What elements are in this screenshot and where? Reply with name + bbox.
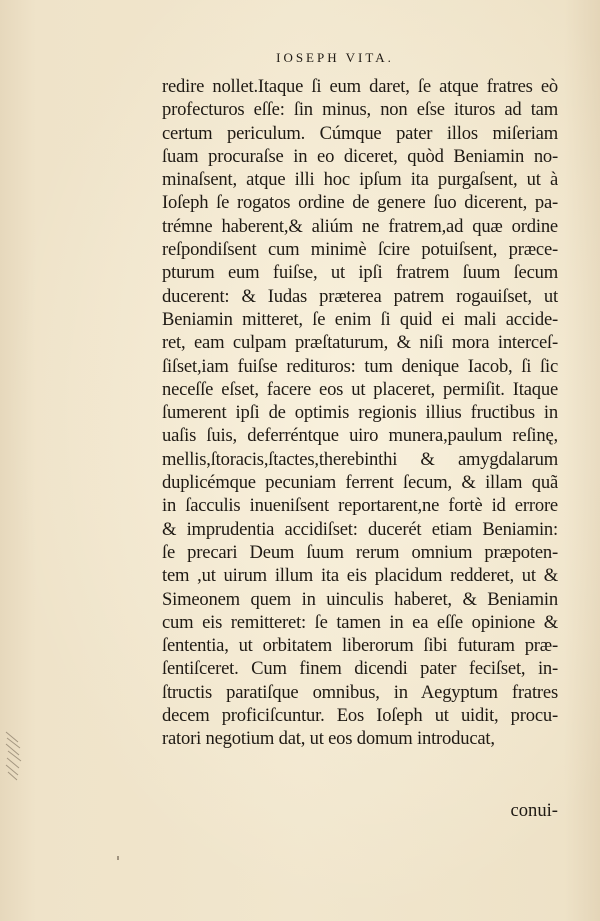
text-line: trémne haberent,& aliúm ne fratrem,ad quæ ordine	[162, 215, 558, 237]
text-line: profecturos eſſe: ſin minus, non eſse ituros ad tam	[162, 99, 558, 121]
text-line: ſuam procuraſse in eo diceret, quòd Beniamin no-	[162, 145, 558, 167]
text-line: ſiſset,iam fuiſse redituros: tum denique Iacob, ſi ſic	[162, 355, 558, 377]
text-line: ſtructis paratiſque omnibus, in Aegyptum fratres	[162, 681, 558, 703]
text-line: ducerent: & Iudas præterea patrem rogauiſset, ut	[162, 285, 558, 307]
ink-speck	[117, 856, 119, 860]
text-line: cum eis remitteret: ſe tamen in ea eſſe opinione &	[162, 611, 558, 633]
text-line: Beniamin mitteret, ſe enim ſi quid ei mali accide-	[162, 308, 558, 330]
text-line: tem ,ut uirum illum ita eis placidum redderet, ut &	[162, 565, 558, 587]
text-line: ſentiſceret. Cum finem dicendi pater feciſset, in-	[162, 658, 558, 680]
text-line: neceſſe eſset, facere eos ut placeret, permiſit. Itaque	[162, 378, 558, 400]
catchword: conui-	[510, 800, 558, 821]
text-line: ſententia, ut orbitatem liberorum ſibi futuram præ-	[162, 635, 558, 657]
text-line: redire nollet.Itaque ſi eum daret, ſe atque fratres eò	[162, 76, 558, 97]
text-line: ret, eam culpam præſtaturum, & niſi mora interceſ-	[162, 332, 558, 354]
text-line: & imprudentia accidiſset: ducerét etiam Beniamin:	[162, 518, 558, 540]
text-line: pturum eum fuiſse, ut ipſi fratrem ſuum ſecum	[162, 262, 558, 284]
text-line: decem proficiſcuntur. Eos Ioſeph ut uidit, procu-	[162, 705, 558, 727]
text-line: minaſsent, atque illi hoc ipſum ita purgaſsent, ut à	[162, 169, 558, 191]
text-line: Ioſeph ſe rogatos ordine de genere ſuo dicerent, pa-	[162, 192, 558, 214]
running-head: IOSEPH VITA.	[276, 50, 394, 65]
text-line: Simeonem quem in uinculis haberet, & Beniamin	[162, 588, 558, 610]
text-line: ſumerent ipſi de optimis regionis illius fructibus in	[162, 402, 558, 424]
text-block	[162, 75, 558, 751]
page-edge-mark	[4, 728, 26, 786]
text-line: duplicémque pecuniam ferrent ſecum, & illam quã	[162, 472, 558, 494]
text-line: certum periculum. Cúmque pater illos miſeriam	[162, 122, 558, 144]
text-line: in ſacculis inueniſsent reportarent,ne fortè id errore	[162, 495, 558, 517]
text-line: mellis,ſtoracis,ſtactes,therebinthi & amygdalarum	[162, 448, 558, 470]
text-line: ſe precari Deum ſuum rerum omnium præpoten-	[162, 541, 558, 563]
text-line: ratori negotium dat, ut eos domum introducat,	[162, 728, 495, 750]
text-line: reſpondiſsent cum minimè ſcire potuiſsent, præce-	[162, 239, 558, 261]
text-line: uaſis ſuis, deferréntque uiro munera,paulum reſinę,	[162, 425, 558, 447]
